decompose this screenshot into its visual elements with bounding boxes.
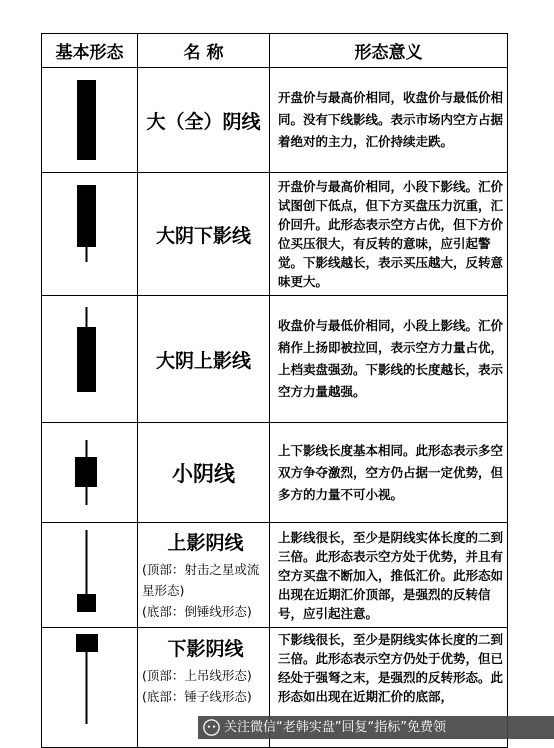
row-name: 下影阴线: [167, 638, 244, 660]
candle-icon: [42, 524, 138, 626]
table-row: [42, 68, 508, 173]
row-name: 大阴下影线: [138, 173, 270, 296]
table-row: [42, 423, 508, 523]
candle-long-lower: [42, 628, 138, 748]
candle-icon: [42, 70, 138, 170]
watermark-banner: [198, 716, 554, 739]
row-desc: 开盘价与最高价相同，收盘价与最低价相同。没有下线影线。表示市场内空方占据着绝对的主力，汇价持续走跌。: [270, 68, 508, 173]
candlestick-table: [41, 33, 508, 748]
row-desc: 上影线很长，至少是阴线实体长度的二到三倍。此形态表示空方处于优势，并且有空方买盘不断加入，推低汇价。此形态如出现在近期汇价顶部，是强烈的反转信号，应引起注意。: [270, 523, 508, 628]
row-name-cell: [138, 523, 270, 628]
table-row: [42, 296, 508, 423]
wechat-icon: [203, 719, 220, 736]
candle-icon: [42, 425, 138, 521]
header-name: 名 称: [138, 34, 270, 68]
candle-icon: [42, 299, 138, 419]
row-desc: 开盘价与最高价相同，小段下影线。汇价试图创下低点，但下方买盘压力沉重，汇价回升。此形态表示空方占优，但下方价位买压很大，有反转的意味，应引起警觉。下影线越长，表示买压越大，反转意味更大。: [270, 173, 508, 296]
header-row: [42, 34, 508, 68]
row-name: 大阴上影线: [138, 296, 270, 423]
row-name: 小阴线: [138, 423, 270, 523]
candle-icon: [42, 628, 138, 728]
row-desc: 上下影线长度基本相同。此形态表示多空双方争夺激烈，空方仍占据一定优势，但多方的力量不可小视。: [270, 423, 508, 523]
row-sub-bottom: (底部：倒锤线形态): [142, 604, 252, 619]
row-desc: 收盘价与最低价相同，小段上影线。汇价稍作上扬即被拉回，表示空方力量占优，上档卖盘强劲。下影线的长度越长，表示空方力量越强。: [270, 296, 508, 423]
watermark-text: 关注微信“老韩实盘”回复“指标”免费领: [224, 720, 446, 735]
candle-small: [42, 423, 138, 523]
row-name: 大（全）阴线: [138, 68, 270, 173]
row-desc: 下影线很长，至少是阴线实体长度的二到三倍。此形态表示空方仍处于优势，但已经处于强弩之末，是强烈的反转形态。此形态如出现在近期汇价的底部，: [270, 628, 508, 748]
row-sub-top: (顶部：上吊线形态): [142, 668, 252, 683]
row-sub-bottom: (底部：锤子线形态): [142, 689, 252, 704]
header-shape: 基本形态: [42, 34, 138, 68]
candle-full-bearish: [42, 68, 138, 173]
candle-long-upper: [42, 523, 138, 628]
table-row: [42, 523, 508, 628]
row-name: 上影阴线: [167, 532, 244, 554]
row-sub-top: (顶部：射击之星或流星形态): [142, 562, 260, 598]
candle-icon: [42, 175, 138, 293]
header-meaning: 形态意义: [270, 34, 508, 68]
candle-lower-shadow: [42, 173, 138, 296]
candle-upper-shadow: [42, 296, 138, 423]
table-row: [42, 173, 508, 296]
